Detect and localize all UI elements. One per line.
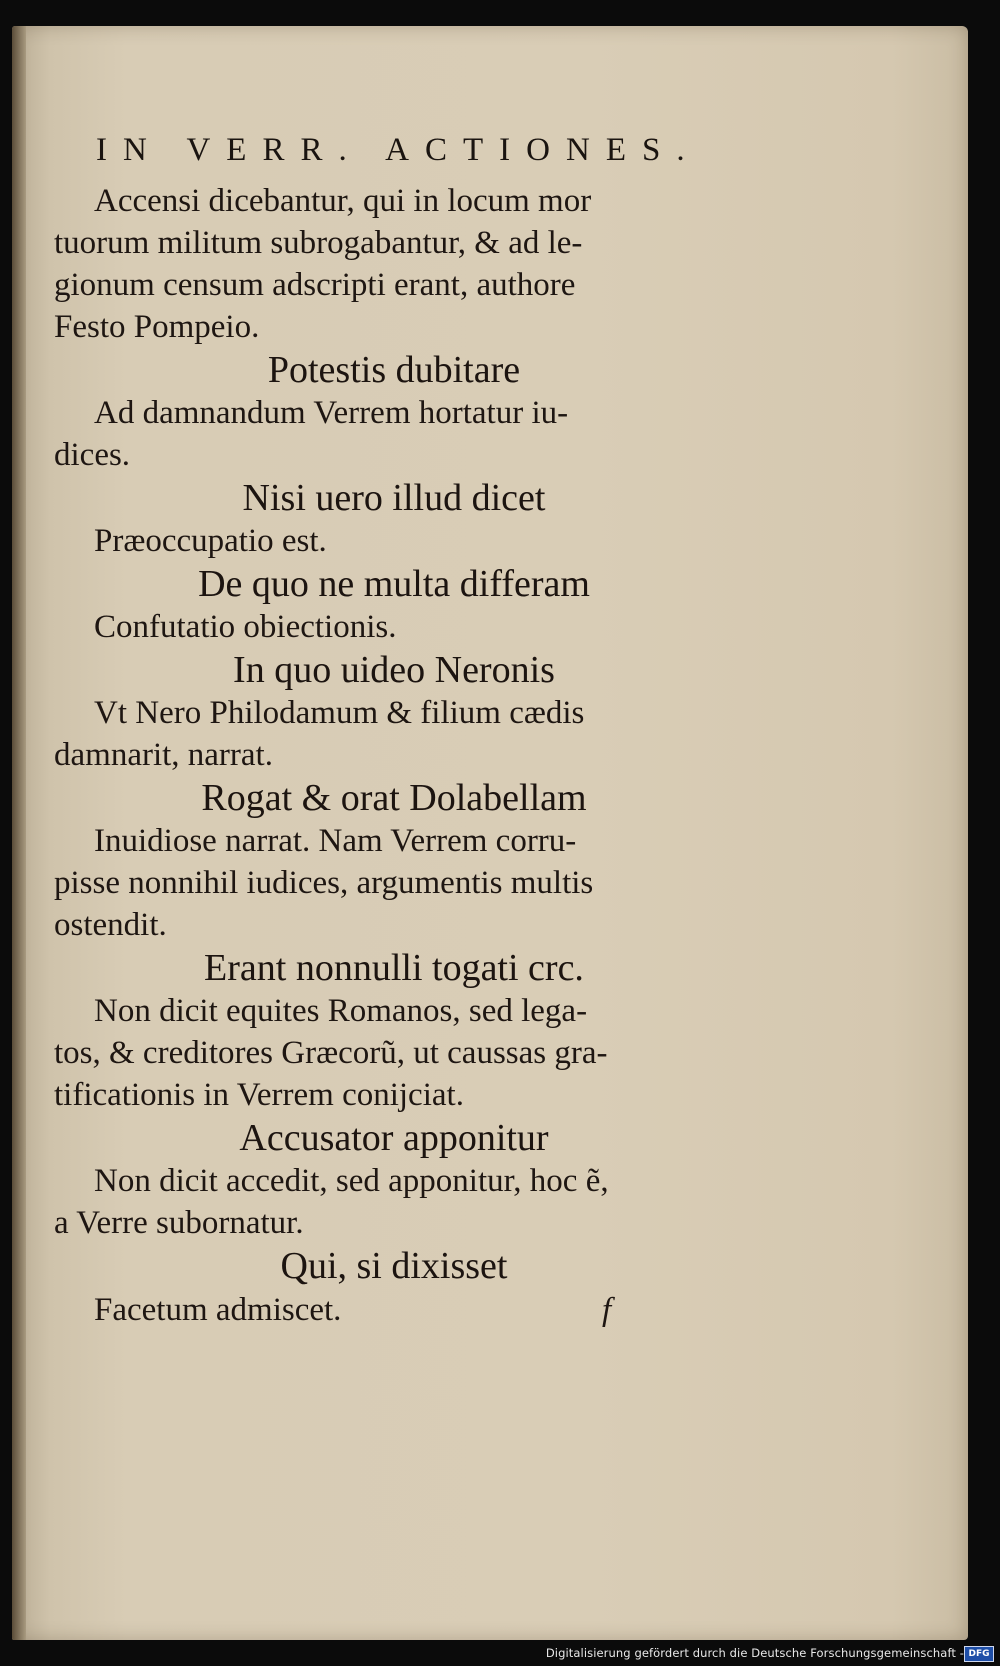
gloss-line: Festo Pompeio.: [54, 309, 260, 345]
lemma-heading: Rogat & orat Dolabellam: [201, 777, 587, 819]
gloss-line: Confutatio obiectionis.: [94, 609, 397, 645]
book-page: [12, 26, 968, 1640]
lemma-heading: Qui, si dixisset: [280, 1245, 508, 1287]
lemma-heading: Accusator apponitur: [239, 1117, 549, 1159]
gloss-line: tificationis in Verrem conijciat.: [54, 1077, 464, 1113]
lemma-heading: Potestis dubitare: [267, 349, 521, 391]
catchword: Facetum admiscet.: [94, 1292, 342, 1328]
gloss-line: Præoccupatio est.: [94, 523, 327, 559]
running-head: IN VERR. ACTIONES.: [96, 132, 701, 168]
lemma-heading: De quo ne multa differam: [198, 563, 590, 605]
gloss-paragraph: [54, 692, 734, 776]
page-text: [54, 126, 734, 1332]
page-footer: [54, 1288, 734, 1332]
gloss-paragraph: [54, 180, 734, 348]
gloss-paragraph: [54, 990, 734, 1116]
lemma-heading: Erant nonnulli togati crc.: [204, 947, 584, 989]
gloss-line: ostendit.: [54, 907, 167, 943]
gloss-line: gionum censum adscripti erant, authore: [54, 267, 576, 303]
gloss-line: a Verre subornatur.: [54, 1205, 304, 1241]
gloss-line: pisse nonnihil iudices, argumentis multis: [54, 865, 594, 901]
gloss-line: Non dicit accedit, sed apponitur, hoc ẽ,: [94, 1163, 609, 1199]
gloss-line: tos, & creditores Græcorũ, ut caussas gra-: [54, 1035, 608, 1071]
gloss-paragraph: [54, 1160, 734, 1244]
dfg-logo: DFG: [964, 1646, 994, 1662]
gloss-line: dices.: [54, 437, 131, 473]
commentary-blocks: [54, 180, 734, 1288]
digitization-credit: Digitalisierung gefördert durch die Deutsche Forschungsgemeinschaft -: [545, 1646, 964, 1660]
page-gutter: [12, 26, 26, 1640]
lemma-heading: In quo uideo Neronis: [233, 649, 555, 691]
gloss-paragraph: [54, 820, 734, 946]
gloss-paragraph: [54, 520, 734, 562]
gloss-line: Non dicit equites Romanos, sed lega-: [94, 993, 588, 1029]
gloss-line: Inuidiose narrat. Nam Verrem corru-: [94, 823, 577, 859]
signature-mark: f: [602, 1292, 612, 1328]
gloss-line: Vt Nero Philodamum & filium cædis: [94, 695, 585, 731]
gloss-paragraph: [54, 392, 734, 476]
gloss-line: tuorum militum subrogabantur, & ad le-: [54, 225, 583, 261]
lemma-heading: Nisi uero illud dicet: [242, 477, 546, 519]
gloss-line: damnarit, narrat.: [54, 737, 273, 773]
gloss-line: Accensi dicebantur, qui in locum mor: [94, 183, 592, 219]
gloss-line: Ad damnandum Verrem hortatur iu-: [94, 395, 569, 431]
gloss-paragraph: [54, 606, 734, 648]
